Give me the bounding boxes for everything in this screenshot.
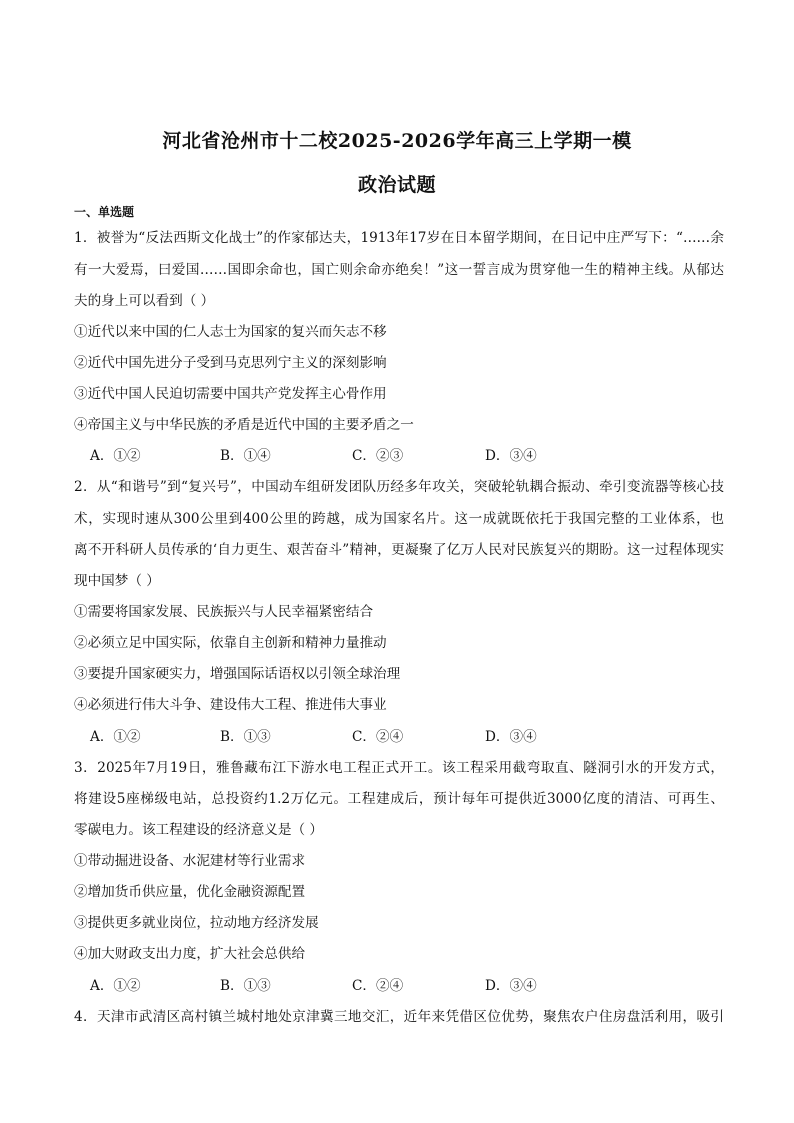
q2-stem-line: 2．从“和谐号”到“复兴号”，中国动车组研发团队历经多年攻关，突破轮轨耦合振动、牵引变流器等核心技 [74, 479, 724, 495]
q3-stem-line: 零碳电力。该工程建设的经济意义是（ ） [74, 822, 324, 838]
choice-c: C．②③ [352, 448, 404, 464]
q1-stem-line: 夫的身上可以看到（ ） [74, 293, 215, 309]
q3-option: ③提供更多就业岗位，拉动地方经济发展 [74, 915, 319, 931]
choice-d: D．③④ [485, 448, 537, 464]
page-title: 河北省沧州市十二校2025-2026学年高三上学期一模 [162, 130, 632, 152]
q2-stem-line: 术，实现时速从300公里到400公里的跨越，成为国家名片。这一成就既依托于我国完整的工业体系，也 [74, 511, 724, 527]
q2-option: ④必须进行伟大斗争、建设伟大工程、推进伟大事业 [74, 697, 387, 713]
choice-d: D．③④ [485, 978, 537, 994]
q2-stem-line: 离不开科研人员传承的‘自力更生、艰苦奋斗”精神，更凝聚了亿万人民对民族复兴的期盼。这一过程体现实 [74, 542, 724, 558]
q1-option: ①近代以来中国的仁人志士为国家的复兴而矢志不移 [74, 324, 387, 340]
q2-choices [90, 728, 710, 746]
q2-stem-line: 现中国梦（ ） [74, 573, 160, 589]
choice-b: B．①③ [220, 978, 271, 994]
q4-stem-line: 4．天津市武清区高村镇兰城村地处京津冀三地交汇，近年来凭借区位优势，聚焦农户住房盘活利用，吸引 [74, 1009, 724, 1025]
q2-option: ③要提升国家硬实力，增强国际话语权以引领全球治理 [74, 666, 401, 682]
q3-option: ④加大财政支出力度，扩大社会总供给 [74, 946, 306, 962]
q1-option: ④帝国主义与中华民族的矛盾是近代中国的主要矛盾之一 [74, 417, 414, 433]
page-subtitle: 政治试题 [357, 174, 436, 196]
choice-a: A．①② [90, 978, 141, 994]
q3-stem-line: 将建设5座梯级电站，总投资约1.2万亿元。工程建成后，预计每年可提供近3000亿度的清洁、可再生、 [74, 791, 724, 807]
q3-option: ②增加货币供应量，优化金融资源配置 [74, 884, 306, 900]
q1-option: ②近代中国先进分子受到马克思列宁主义的深刻影响 [74, 355, 387, 371]
choice-a: A．①② [90, 729, 141, 745]
q1-stem-line: 有一大爱焉，曰爱国……国即余命也，国亡则余命亦绝矣！”这一誓言成为贯穿他一生的精神主线。从郁达 [74, 262, 724, 278]
q1-stem-line: 1．被誉为“反法西斯文化战士”的作家郁达夫，1913年17岁在日本留学期间，在日记中庄严写下：“……余 [74, 230, 724, 246]
q3-stem-line: 3．2025年7月19日，雅鲁藏布江下游水电工程正式开工。该工程采用截弯取直、隧洞引水的开发方式， [74, 760, 724, 776]
q1-option: ③近代中国人民迫切需要中国共产党发挥主心骨作用 [74, 386, 387, 402]
choice-b: B．①③ [220, 729, 271, 745]
section-label: 一、单选题 [74, 205, 135, 219]
choice-b: B．①④ [220, 448, 271, 464]
choice-c: C．②④ [352, 978, 404, 994]
choice-c: C．②④ [352, 729, 404, 745]
q1-choices [90, 447, 710, 465]
q2-option: ①需要将国家发展、民族振兴与人民幸福紧密结合 [74, 604, 374, 620]
choice-d: D．③④ [485, 729, 537, 745]
q3-choices [90, 977, 710, 995]
q2-option: ②必须立足中国实际，依靠自主创新和精神力量推动 [74, 635, 387, 651]
choice-a: A．①② [90, 448, 141, 464]
q3-option: ①带动掘进设备、水泥建材等行业需求 [74, 853, 306, 869]
